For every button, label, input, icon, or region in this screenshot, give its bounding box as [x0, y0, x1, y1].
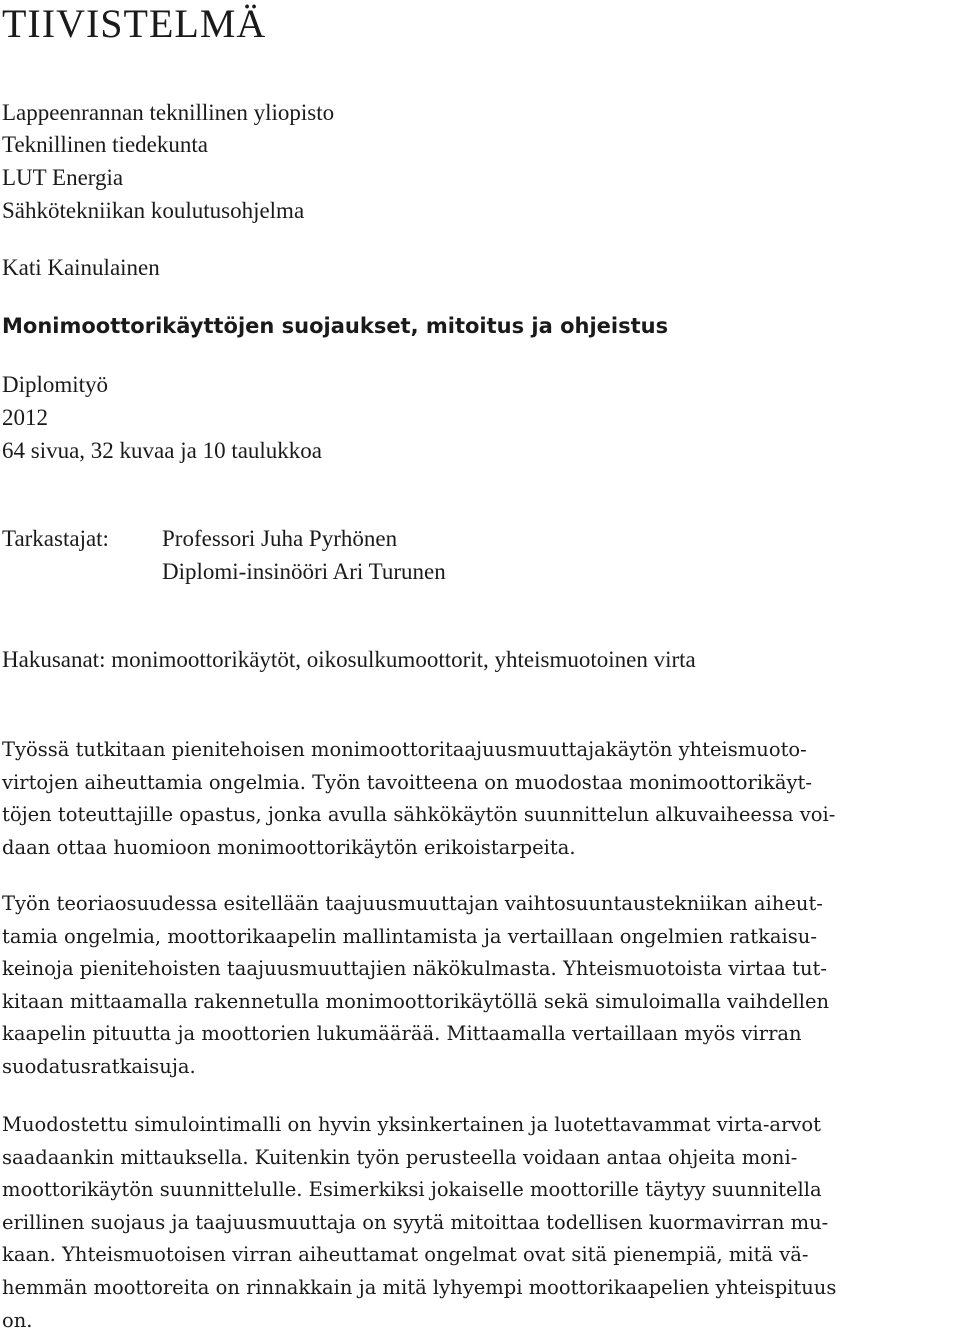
- university-name: Lappeenrannan teknillinen yliopisto: [2, 100, 335, 125]
- text-line: kitaan mittaamalla rakennetulla monimoottorikäytöllä sekä simuloimalla vaihdellen: [2, 989, 830, 1013]
- text-line: daan ottaa huomioon monimoottorikäytön erikoistarpeita.: [2, 835, 576, 859]
- reviewers-label: Tarkastajat:: [2, 526, 109, 551]
- abstract-paragraph: [2, 888, 954, 1084]
- reviewer-name: Diplomi-insinööri Ari Turunen: [162, 559, 446, 584]
- thesis-type: Diplomityö: [2, 372, 109, 397]
- abstract-paragraph: [2, 1109, 954, 1337]
- unit-name: LUT Energia: [2, 165, 124, 190]
- text-line: töjen toteuttajille opastus, jonka avulla sähkökäytön suunnittelun alkuvaiheessa voi-: [2, 803, 836, 827]
- text-line: on.: [2, 1308, 33, 1332]
- thesis-extent: 64 sivua, 32 kuvaa ja 10 taulukkoa: [2, 438, 323, 463]
- text-line: virtojen aiheuttamia ongelmia. Työn tavoitteena on muodostaa monimoottorikäyt-: [2, 770, 812, 794]
- text-line: kaapelin pituutta ja moottorien lukumäärää. Mittaamalla vertaillaan myös virran: [2, 1022, 802, 1046]
- text-line: Muodostettu simulointimalli on hyvin yksinkertainen ja luotettavammat virta-arvot: [2, 1113, 821, 1136]
- text-line: suodatusratkaisuja.: [2, 1054, 196, 1078]
- text-line: moottorikäytön suunnittelulle. Esimerkiksi jokaiselle moottorille täytyy suunnitella: [2, 1178, 822, 1202]
- reviewer-name: Professori Juha Pyrhönen: [162, 526, 398, 551]
- keywords: Hakusanat: monimoottorikäytöt, oikosulkumoottorit, yhteismuotoinen virta: [2, 647, 696, 672]
- programme-name: Sähkötekniikan koulutusohjelma: [2, 198, 305, 223]
- text-line: tamia ongelmia, moottorikaapelin mallintamista ja vertaillaan ongelmien ratkaisu-: [2, 924, 817, 948]
- text-line: saadaankin mittauksella. Kuitenkin työn perusteella voidaan antaa ohjeita moni-: [2, 1145, 798, 1169]
- faculty-name: Teknillinen tiedekunta: [2, 132, 208, 157]
- text-line: erillinen suojaus ja taajuusmuuttaja on syytä mitoittaa todellisen kuormavirran mu-: [2, 1210, 829, 1234]
- author-name: Kati Kainulainen: [2, 255, 160, 280]
- text-line: hemmän moottoreita on rinnakkain ja mitä lyhyempi moottorikaapelien yhteispituus: [2, 1275, 837, 1299]
- text-line: Työn teoriaosuudessa esitellään taajuusmuuttajan vaihtosuuntaustekniikan aiheut-: [2, 892, 823, 915]
- text-line: Työssä tutkitaan pienitehoisen monimoottoritaajuusmuuttajakäytön yhteismuoto-: [2, 738, 807, 761]
- text-line: keinoja pienitehoisten taajuusmuuttajien näkökulmasta. Yhteismuotoista virtaa tut-: [2, 957, 827, 981]
- abstract-paragraph: [2, 734, 954, 864]
- text-line: kaan. Yhteismuotoisen virran aiheuttamat ongelmat ovat sitä pienempiä, mitä vä-: [2, 1243, 809, 1267]
- thesis-title: Monimoottorikäyttöjen suojaukset, mitoitus ja ohjeistus: [2, 314, 669, 338]
- thesis-year: 2012: [2, 405, 48, 430]
- page-heading: TIIVISTELMÄ: [2, 1, 267, 46]
